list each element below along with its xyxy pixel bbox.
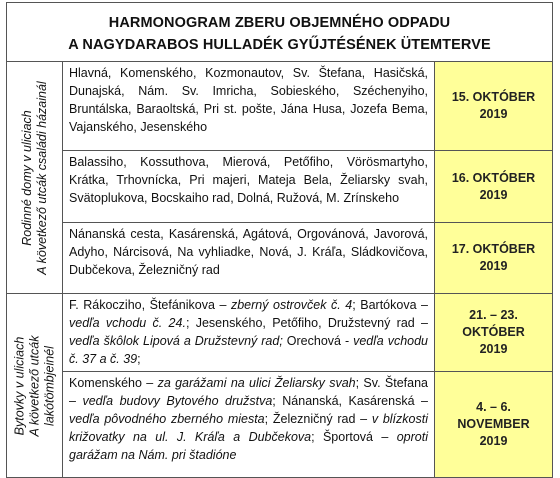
location-note: v blízkosti križovatky na ul. J. Kráľa a Dubčekova xyxy=(69,412,428,444)
schedule-row xyxy=(7,151,553,223)
location-note: za garážami na ulici Želiarsky svah xyxy=(157,376,356,390)
date-year: 2019 xyxy=(479,187,508,202)
collection-date xyxy=(435,151,553,223)
title-line-1: HARMONOGRAM ZBERU OBJEMNÉHO ODPADU xyxy=(108,15,451,31)
location-note: vedľa škôlok Lipová a Družstevný rad; xyxy=(69,334,283,348)
street-list xyxy=(63,294,435,372)
section-label-line-2: A következő utcák családi házainál xyxy=(34,80,49,275)
street-text: ; Nánanská, Kasárenská – xyxy=(272,394,428,408)
street-text: ; Sv. Štefana – xyxy=(69,376,428,408)
date-year: 2019 xyxy=(479,434,508,448)
schedule-document xyxy=(6,2,552,478)
section-label-line-1: Rodinné domy v uliciach xyxy=(19,109,34,246)
street-text: Komenského – xyxy=(69,376,158,390)
location-note: vedľa pôvodného zberného miesta xyxy=(69,412,265,426)
street-list: Hlavná, Komenského, Kozmonautov, Sv. Štefana, Hasičská, Dunajská, Nám. Sv. Imricha, Sobieského, Széchenyiho, Bruntálska, Baraoltská, Pri st. pošte, Jána Husa, Jozefa Bema, Vajanského, Jesenského xyxy=(63,62,435,151)
section-label-line-2: A következő utcák xyxy=(27,335,41,436)
street-text: F. Rákocziho, Štefánikova – xyxy=(69,298,231,312)
date-month: OKTÓBER xyxy=(462,325,525,339)
section-label-line-3: lakótömbjeinél xyxy=(42,345,56,426)
street-text: ; xyxy=(137,352,141,366)
title-line-2: A NAGYDARABOS HULLADÉK GYŰJTÉSÉNEK ÜTEMTERVE xyxy=(68,37,491,53)
date-day: 17. OKTÓBER xyxy=(451,242,536,256)
schedule-row xyxy=(7,372,553,478)
schedule-row xyxy=(7,294,553,372)
collection-date xyxy=(435,62,553,151)
location-note: vedľa budovy Bytového družstva xyxy=(82,394,273,408)
date-range: 21. – 23. xyxy=(469,308,518,322)
date-month: NOVEMBER xyxy=(457,417,530,431)
section-label-text xyxy=(12,335,57,436)
collection-date xyxy=(435,372,553,478)
street-list: Balassiho, Kossuthova, Mierová, Petőfiho, Vörösmartyho, Krátka, Trhovnícka, Pri majeri, Mateja Bela, Želiarsky svah, Svätoplukova, Bocskaiho rad, Dolná, Ružová, M. Zrínskeho xyxy=(63,151,435,223)
section-label-text xyxy=(20,81,50,274)
date-year: 2019 xyxy=(479,107,508,121)
date-range: 4. – 6. xyxy=(476,400,511,414)
schedule-table xyxy=(6,2,553,478)
collection-date xyxy=(435,294,553,372)
date-year: 2019 xyxy=(479,259,508,273)
document-title xyxy=(7,3,553,62)
location-note: vedľa vchodu č. 37 a č. 39 xyxy=(69,334,429,366)
location-note: zberný ostrovček č. 4 xyxy=(230,298,353,312)
street-text: ; Železničný rad – xyxy=(264,412,372,426)
title-row xyxy=(7,3,553,62)
collection-date xyxy=(435,223,553,294)
street-text: ; Jesenského, Petőfiho, Družstevný rad – xyxy=(185,316,428,330)
street-text: Orechová - xyxy=(282,334,354,348)
street-list xyxy=(63,372,435,478)
section-label-family-houses xyxy=(7,62,63,294)
location-note: vedľa vchodu č. 24. xyxy=(69,316,186,330)
schedule-row xyxy=(7,223,553,294)
section-label-line-1: Bytovky v uliciach xyxy=(12,336,26,435)
street-text: ; Bartókova – xyxy=(352,298,428,312)
location-note: oproti garážam na Nám. pri štadióne xyxy=(69,430,428,462)
date-day: 16. OKTÓBER xyxy=(451,170,536,185)
date-year: 2019 xyxy=(479,342,508,356)
section-label-apartment-blocks xyxy=(7,294,63,478)
date-day: 15. OKTÓBER xyxy=(451,90,536,104)
street-text: ; Športová – xyxy=(311,430,397,444)
street-list: Nánanská cesta, Kasárenská, Agátová, Orgovánová, Javorová, Adyho, Nárcisová, Na vyhliadke, Nová, J. Kráľa, Sládkovičova, Dubčekova, Železničný rad xyxy=(63,223,435,294)
schedule-row xyxy=(7,62,553,151)
